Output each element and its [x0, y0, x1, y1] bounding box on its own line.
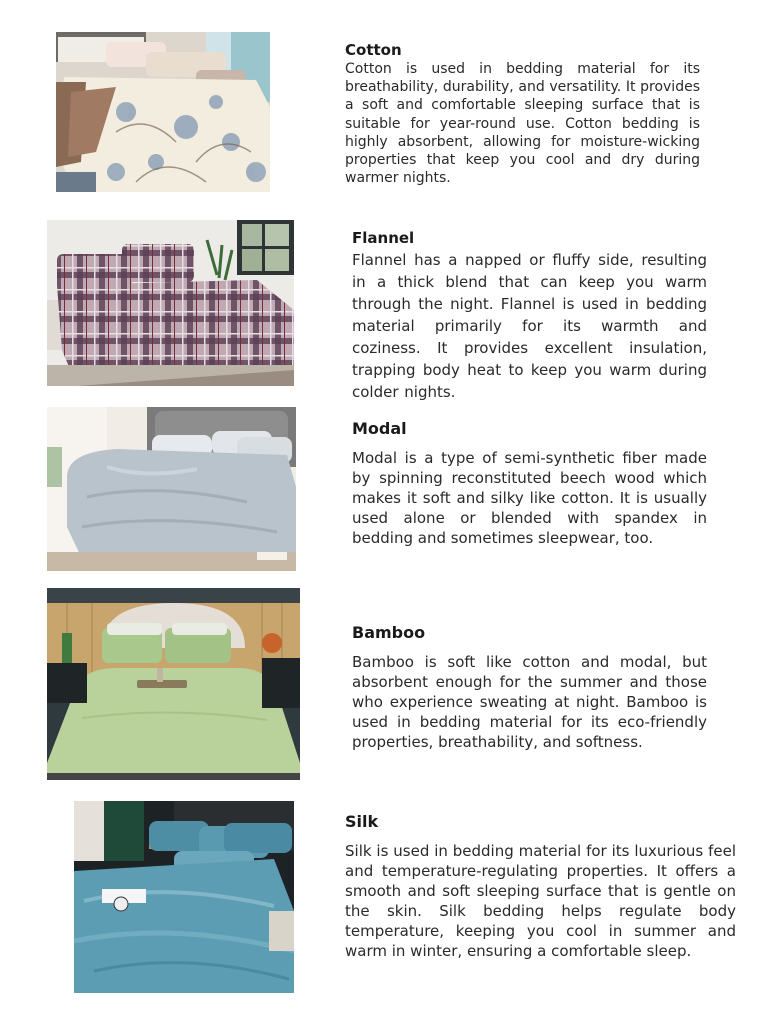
cotton-bedding-photo — [56, 32, 270, 192]
material-item-silk — [0, 795, 768, 1000]
material-description: Silk is used in bedding material for its luxurious feel and temperature-regulating properties. It offers a smooth and soft sleeping surface that is gentle on the skin. Silk bedding helps regulate body temperature, keeping you cool in summer and warm in winter, ensuring a comfortable sleep. — [345, 842, 736, 960]
material-title: Modal — [352, 419, 407, 438]
flannel-bedding-photo — [47, 220, 294, 386]
material-item-bamboo — [0, 585, 768, 785]
material-description: Cotton is used in bedding material for its breathability, durability, and versatility. It provides a soft and comfortable sleeping surface that is suitable for year-round use. Cotton bedding is highly absorbent, allowing for moisture-wicking properties that keep you cool and dry during warmer nights. — [345, 61, 700, 187]
material-item-modal — [0, 400, 768, 580]
silk-bedding-photo — [74, 801, 294, 993]
material-title: Cotton — [345, 41, 402, 59]
material-description: Modal is a type of semi-synthetic fiber made by spinning reconstituted beech wood which makes it soft and silky like cotton. It is usually used alone or blended with spandex in bedding and sometimes sleepwear, too. — [352, 449, 707, 547]
material-item-cotton — [0, 0, 768, 200]
material-title: Silk — [345, 812, 379, 831]
material-description: Bamboo is soft like cotton and modal, but absorbent enough for the summer and those who experience sweating at night. Bamboo is used in bedding material for its eco-friendly properties, breathability, and softness. — [352, 653, 707, 751]
material-title: Bamboo — [352, 623, 426, 642]
material-item-flannel — [0, 200, 768, 400]
material-description: Flannel has a napped or fluffy side, resulting in a thick blend that can keep you warm through the night. Flannel is used in bedding material primarily for its warmth and coziness. It provides excellent insulation, trapping body heat to keep you warm during colder nights. — [352, 251, 707, 401]
bamboo-bedding-photo — [47, 588, 300, 780]
modal-bedding-photo — [47, 407, 296, 571]
material-title: Flannel — [352, 229, 415, 247]
